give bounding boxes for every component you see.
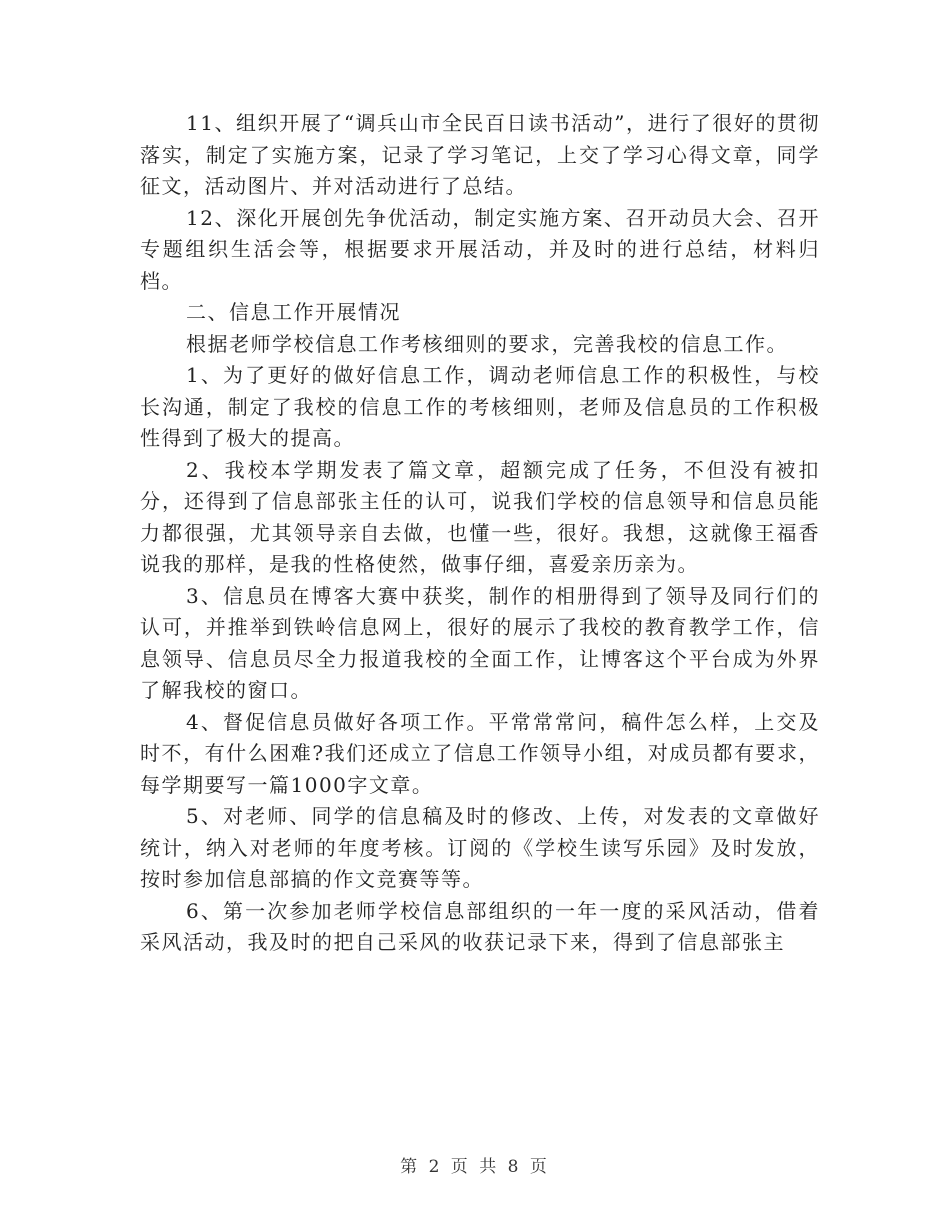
paragraph-4: 1、为了更好的做好信息工作，调动老师信息工作的积极性，与校长沟通，制定了我校的信息工作的考核细则，老师及信息员的工作积极性得到了极大的提高。: [140, 363, 820, 450]
paragraph-2: 12、深化开展创先争优活动，制定实施方案、召开动员大会、召开专题组织生活会等，根据要求开展活动，并及时的进行总结，材料归档。: [140, 205, 820, 293]
paragraph-1: 11、组织开展了“调兵山市全民百日读书活动”，进行了很好的贯彻落实，制定了实施方案，记录了学习笔记，上交了学习心得文章，同学征文，活动图片、并对活动进行了总结。: [140, 111, 820, 198]
paragraph-3: 根据老师学校信息工作考核细则的要求，完善我校的信息工作。: [186, 331, 788, 356]
paragraph-9: 6、第一次参加老师学校信息部组织的一年一度的采风活动，借着采风活动，我及时的把自己采风的收获记录下来，得到了信息部张主: [140, 898, 820, 954]
paragraph-7: 4、督促信息员做好各项工作。平常常常问，稿件怎么样，上交及时不，有什么困难?我们还成立了信息工作领导小组，对成员都有要求，每学期要写一篇1000字文章。: [140, 709, 820, 797]
page-number-footer: 第 2 页 共 8 页: [400, 1157, 550, 1177]
paragraph-8: 5、对老师、同学的信息稿及时的修改、上传，对发表的文章做好统计，纳入对老师的年度考核。订阅的《学校生读写乐园》及时发放，按时参加信息部搞的作文竞赛等等。: [140, 804, 820, 891]
paragraph-6: 3、信息员在博客大赛中获奖，制作的相册得到了领导及同行们的认可，并推举到铁岭信息网上，很好的展示了我校的教育教学工作，信息领导、信息员尽全力报道我校的全面工作，让博客这个平台成为外界了解我校的窗口。: [140, 583, 820, 702]
section-heading: 二、信息工作开展情况: [186, 300, 401, 324]
paragraph-5: 2、我校本学期发表了篇文章，超额完成了任务，不但没有被扣分，还得到了信息部张主任的认可，说我们学校的信息领导和信息员能力都很强，尤其领导亲自去做，也懂一些，很好。我想，这就像王福香说我的那样，是我的性格使然，做事仔细，喜爱亲历亲为。: [140, 457, 820, 576]
document-body: [140, 108, 820, 959]
